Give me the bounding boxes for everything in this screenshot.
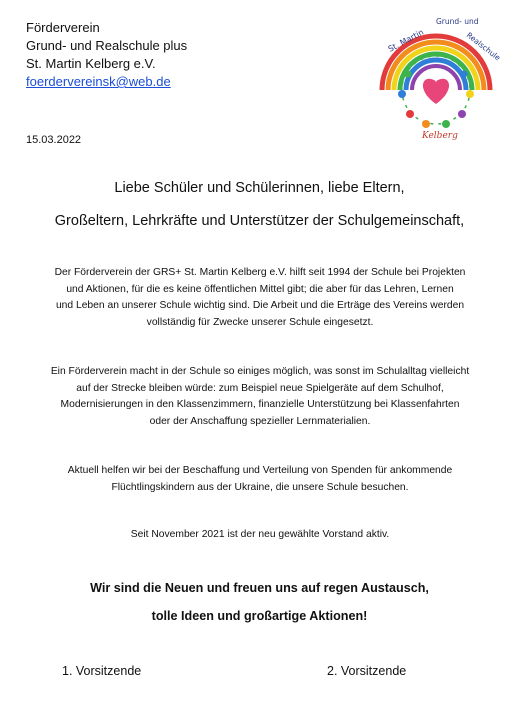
paragraph-1-line: vollständig für Zwecke unserer Schule eingesetzt. [146, 316, 374, 328]
paragraph-3-line: Aktuell helfen wir bei der Beschaffung und Verteilung von Spenden für ankommende [67, 465, 453, 476]
svg-text:Grund- und: Grund- und [436, 17, 479, 26]
svg-text:St. Martin: St. Martin [386, 27, 426, 54]
school-logo-drawing [364, 12, 508, 140]
svg-text:Realschule: Realschule [464, 30, 503, 63]
paragraph-3-line: Flüchtlingskindern aus der Ukraine, die unsere Schule besuchen. [111, 481, 409, 493]
letter-date: 15.03.2022 [26, 134, 82, 146]
paragraph-2-line: auf der Strecke bleiben würde: zum Beispiel neue Spielgeräte auf dem Schulhof, [76, 382, 444, 394]
signature-second-chair: 2. Vorsitzende [327, 664, 407, 678]
paragraph-2-line: oder der Anschaffung spezieller Lernmaterialien. [149, 415, 371, 427]
svg-text:Kelberg: Kelberg [422, 131, 458, 140]
closing-line-1: Wir sind die Neuen und freuen uns auf regen Austausch, [90, 581, 429, 595]
sender-name: Förderverein [26, 20, 100, 35]
greeting-line-2: Großeltern, Lehrkräfte und Unterstützer der Schulgemeinschaft, [54, 213, 465, 229]
paragraph-4-line: Seit November 2021 ist der neu gewählte Vorstand aktiv. [130, 529, 390, 540]
sender-email-link[interactable]: foerdervereinsk@web.de [26, 74, 171, 89]
paragraph-1-line: Der Förderverein der GRS+ St. Martin Kelberg e.V. hilft seit 1994 der Schule bei Projekten [54, 267, 466, 278]
sender-block [26, 19, 187, 91]
sender-school: Grund- und Realschule plus [26, 38, 188, 53]
paragraph-4 [30, 527, 490, 544]
paragraph-2-line: Ein Förderverein macht in der Schule so einiges möglich, was sonst im Schulalltag vielleicht [50, 366, 470, 377]
paragraph-2-line: Modernisierungen in den Klassenzimmern, finanzielle Unterstützung bei Klassenfahrten [60, 399, 460, 410]
sender-location: St. Martin Kelberg e.V. [26, 56, 156, 71]
paragraph-1 [30, 265, 490, 331]
paragraph-2 [30, 364, 490, 430]
signature-first-chair: 1. Vorsitzende [62, 664, 142, 678]
school-logo [364, 12, 508, 140]
paragraph-1-line: und Aktionen, für die es keine öffentlichen Mittel gibt; die aber für das Lehren, Lernen [66, 283, 454, 295]
closing-line-2: tolle Ideen und großartige Aktionen! [151, 609, 368, 623]
paragraph-1-line: und Leben an unserer Schule wichtig sind. Die Arbeit und die Erträge des Vereins werden [55, 300, 465, 311]
paragraph-3 [30, 463, 490, 496]
greeting-line-1: Liebe Schüler und Schülerinnen, liebe Eltern, [114, 180, 405, 196]
